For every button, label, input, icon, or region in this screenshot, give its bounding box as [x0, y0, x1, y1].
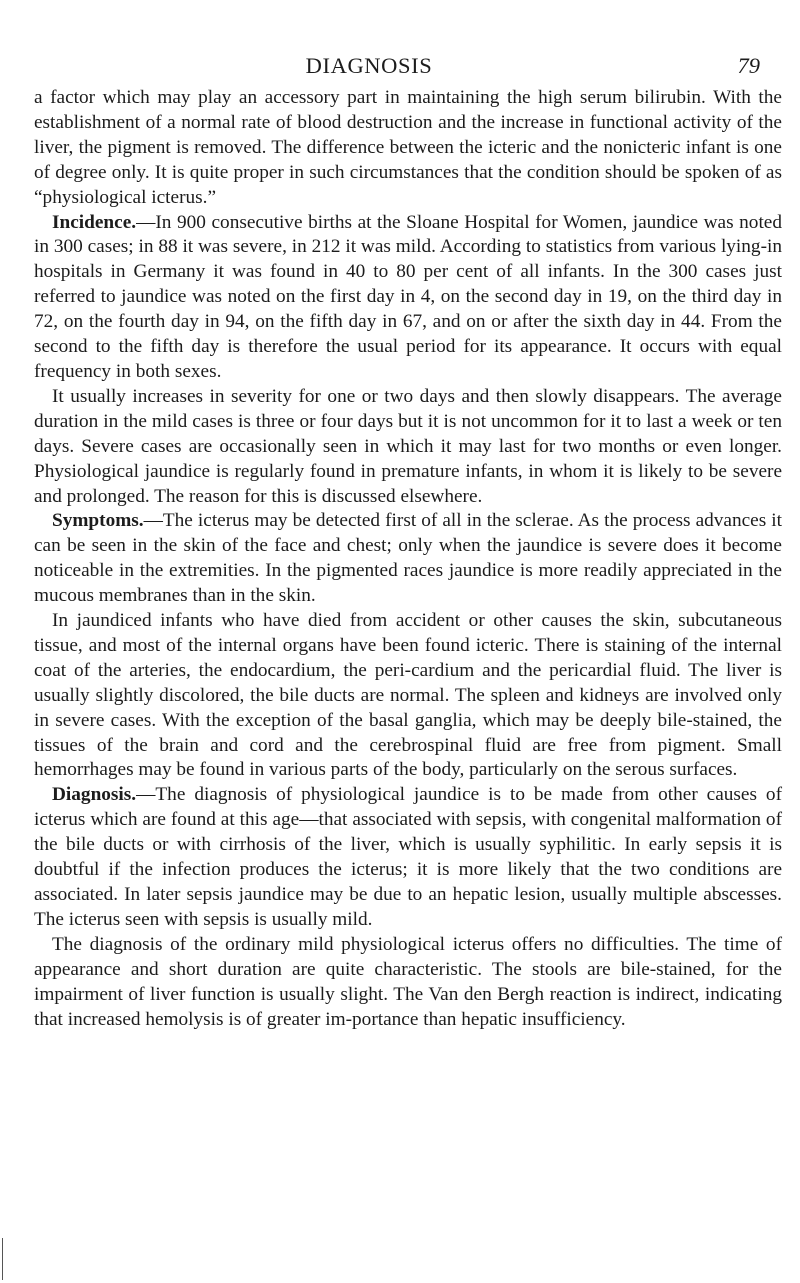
- section-heading-symptoms: Symptoms.: [52, 510, 144, 532]
- paragraph-symptoms: [34, 509, 782, 609]
- paragraph-text: a factor which may play an accessory part in maintaining the high serum bilirubin. With the establishment of a normal rate of blood destruction and the increase in functional activity of the liver, the pigment is removed. The difference between the icteric and the nonicteric infant is one of degree only. It is quite proper in such circumstances that the condition should be spoken of as “physiological icterus.”: [34, 87, 782, 208]
- paragraph-text: The diagnosis of the ordinary mild physiological icterus offers no difficulties. The time of appearance and short duration are quite characteristic. The stools are bile-stained, for the impairment of liver function is usually slight. The Van den Bergh reaction is indirect, indicating that increased hemolysis is of greater im-portance than hepatic insufficiency.: [34, 933, 782, 1030]
- paragraph-diagnosis: [34, 783, 782, 932]
- running-header: [0, 50, 800, 82]
- page-number: 79: [737, 53, 760, 78]
- paragraph-continuation: [34, 86, 782, 211]
- paragraph-text: —The icterus may be detected first of all in the sclerae. As the process advances it can be seen in the skin of the face and chest; only when the jaundice is severe does it become noticeable in the extremities. In the pigmented races jaundice is more readily appreciated in the mucous membranes than in the skin.: [34, 510, 782, 607]
- scan-edge-mark: [2, 1238, 3, 1280]
- paragraph-text: It usually increases in severity for one or two days and then slowly disappears. The average duration in the mild cases is three or four days but it is not uncommon for it to last a week or ten days. Severe cases are occasionally seen in which it may last for two months or even longer. Physiological jaundice is regularly found in premature infants, in whom it is likely to be severe and prolonged. The reason for this is discussed elsewhere.: [34, 385, 782, 507]
- paragraph-text: —In 900 consecutive births at the Sloane Hospital for Women, jaundice was noted in 300 cases; in 88 it was severe, in 212 it was mild. According to statistics from various lying-in hospitals in Germany it was found in 40 to 80 per cent of all infants. In the 300 cases just referred to jaundice was noted on the first day in 4, on the second day in 19, on the third day in 72, on the fourth day in 94, on the fifth day in 67, and on or after the sixth day in 44. From the second to the fifth day is therefore the usual period for its appearance. It occurs with equal frequency in both sexes.: [34, 211, 782, 382]
- paragraph-duration: [34, 385, 782, 510]
- section-heading-incidence: Incidence.: [52, 211, 137, 233]
- paragraph-incidence: [34, 211, 782, 385]
- running-title: DIAGNOSIS: [305, 53, 433, 78]
- paragraph-mild-icterus: [34, 933, 782, 1033]
- paragraph-text: In jaundiced infants who have died from accident or other causes the skin, subcutaneous tissue, and most of the internal organs have been found icteric. There is staining of the internal coat of the arteries, the endocardium, the peri-cardium and the pericardial fluid. The liver is usually slightly discolored, the bile ducts are normal. The spleen and kidneys are involved only in severe cases. With the exception of the basal ganglia, which may be deeply bile-stained, the tissues of the brain and cord and the cerebrospinal fluid are free from pigment. Small hemorrhages may be found in various parts of the body, particularly on the serous surfaces.: [34, 610, 782, 781]
- paragraph-text: —The diagnosis of physiological jaundice is to be made from other causes of icterus which are found at this age—that associated with sepsis, with congenital malformation of the bile ducts or with cirrhosis of the liver, which is usually syphilitic. In early sepsis it is doubtful if the infection produces the icterus; it is more likely that the two conditions are associated. In later sepsis jaundice may be due to an hepatic lesion, usually multiple abscesses. The icterus seen with sepsis is usually mild.: [34, 784, 782, 930]
- body-text: [34, 86, 782, 1032]
- paragraph-pathology: [34, 609, 782, 783]
- section-heading-diagnosis: Diagnosis.: [52, 784, 137, 806]
